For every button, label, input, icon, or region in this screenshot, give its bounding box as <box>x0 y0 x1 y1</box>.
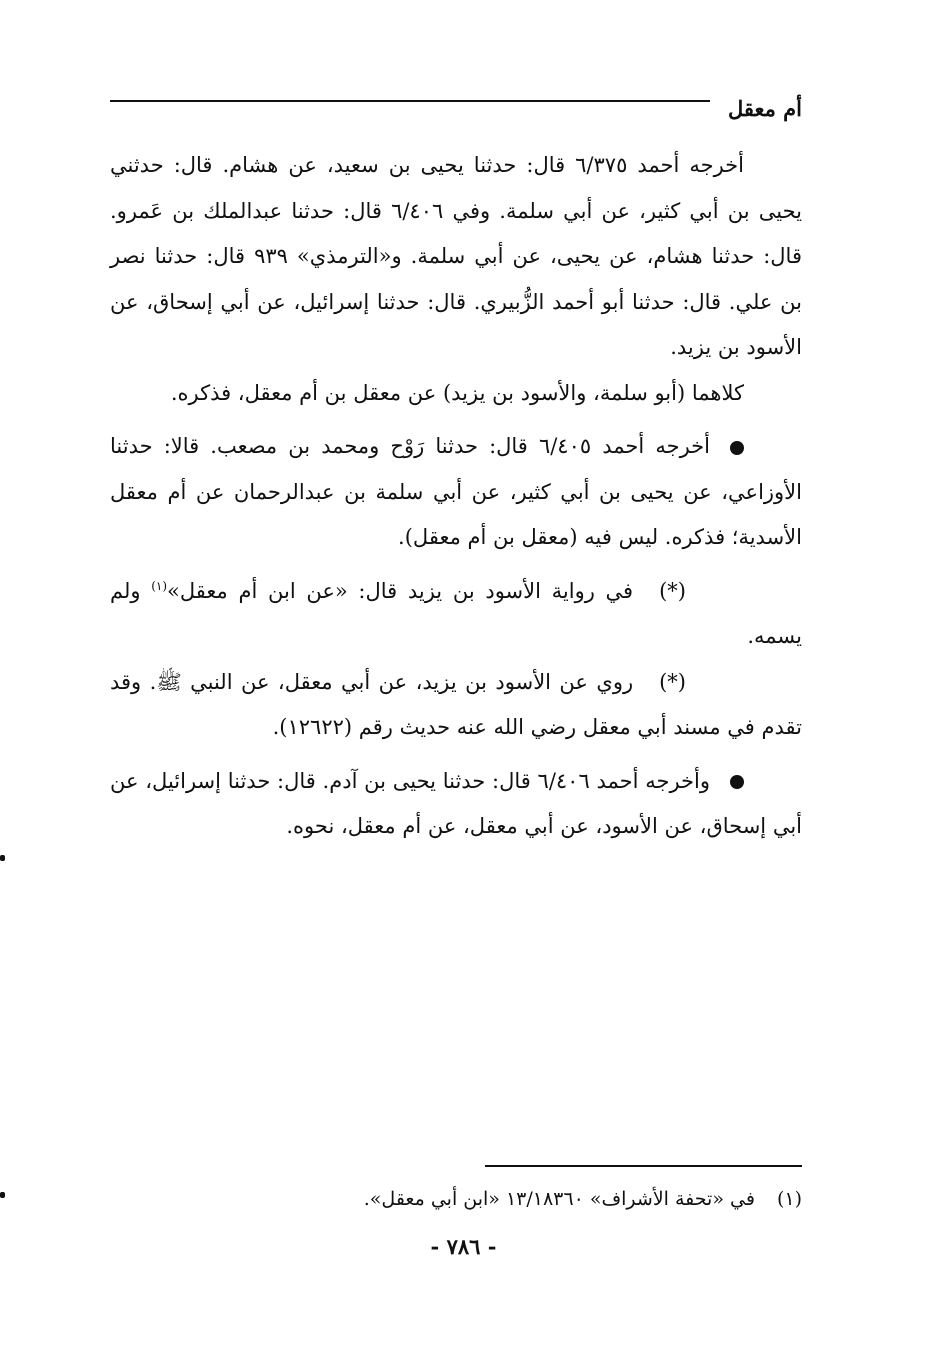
scan-speck <box>0 855 5 861</box>
main-text <box>110 143 802 850</box>
paragraph-4 <box>110 569 802 660</box>
header-rule <box>110 100 710 102</box>
asterisk-mark: (*) <box>659 578 686 603</box>
paragraph-1: أخرجه أحمد ٦/٣٧٥ قال: حدثنا يحيى بن سعيد، عن هشام. قال: حدثني يحيى بن أبي كثير، عن أبي سلمة. وفي ٦/٤٠٦ قال: حدثنا عبدالملك بن عَمرو. قال: حدثنا هشام، عن يحيى، عن أبي سلمة. و«الترمذي» ٩٣٩ قال: حدثنا نصر بن علي. قال: حدثنا أبو أحمد الزُّبيري. قال: حدثنا إسرائيل، عن أبي إسحاق، عن الأسود بن يزيد. <box>110 153 802 359</box>
paragraph-5-text: روي عن الأسود بن يزيد، عن أبي معقل، عن النبي ﷺ. وقد تقدم في مسند أبي معقل رضي الله عنه حديث رقم (١٢٦٢٢). <box>110 669 802 739</box>
footnote-rule <box>485 1165 802 1167</box>
paragraph-6-text: وأخرجه أحمد ٦/٤٠٦ قال: حدثنا يحيى بن آدم. قال: حدثنا إسرائيل، عن أبي إسحاق، عن الأسود، عن أبي معقل، عن أم معقل، نحوه. <box>110 768 802 838</box>
paragraph-3-text: أخرجه أحمد ٦/٤٠٥ قال: حدثنا رَوْح ومحمد بن مصعب. قالا: حدثنا الأوزاعي، عن يحيى بن أبي كثير، عن أبي سلمة بن عبدالرحمان عن أم معقل الأسدية؛ فذكره. ليس فيه (معقل بن أم معقل). <box>110 434 802 549</box>
paragraph-5 <box>110 660 802 751</box>
scan-speck <box>0 1192 5 1198</box>
paragraph-3 <box>110 424 802 561</box>
page-number: - ٧٨٦ - <box>430 1234 497 1259</box>
header-title: أم معقل <box>727 95 802 121</box>
footnote <box>110 1184 802 1214</box>
paragraph-2: كلاهما (أبو سلمة، والأسود بن يزيد) عن معقل بن أم معقل، فذكره. <box>170 380 744 405</box>
paragraph-4-text: في رواية الأسود بن يزيد قال: «عن ابن أم معقل» <box>167 578 634 603</box>
bullet-icon <box>730 441 744 455</box>
paragraph-6 <box>110 759 802 850</box>
footnote-text: في «تحفة الأشراف» ١٣/١٨٣٦٠ «ابن أبي معقل». <box>363 1188 755 1210</box>
footnote-number: (١) <box>776 1188 802 1210</box>
bullet-icon <box>730 775 744 789</box>
paragraph-4-end: ولم يسمه. <box>110 578 802 648</box>
running-header <box>110 90 802 126</box>
asterisk-mark: (*) <box>659 669 686 694</box>
footnote-ref: (١) <box>151 578 168 593</box>
